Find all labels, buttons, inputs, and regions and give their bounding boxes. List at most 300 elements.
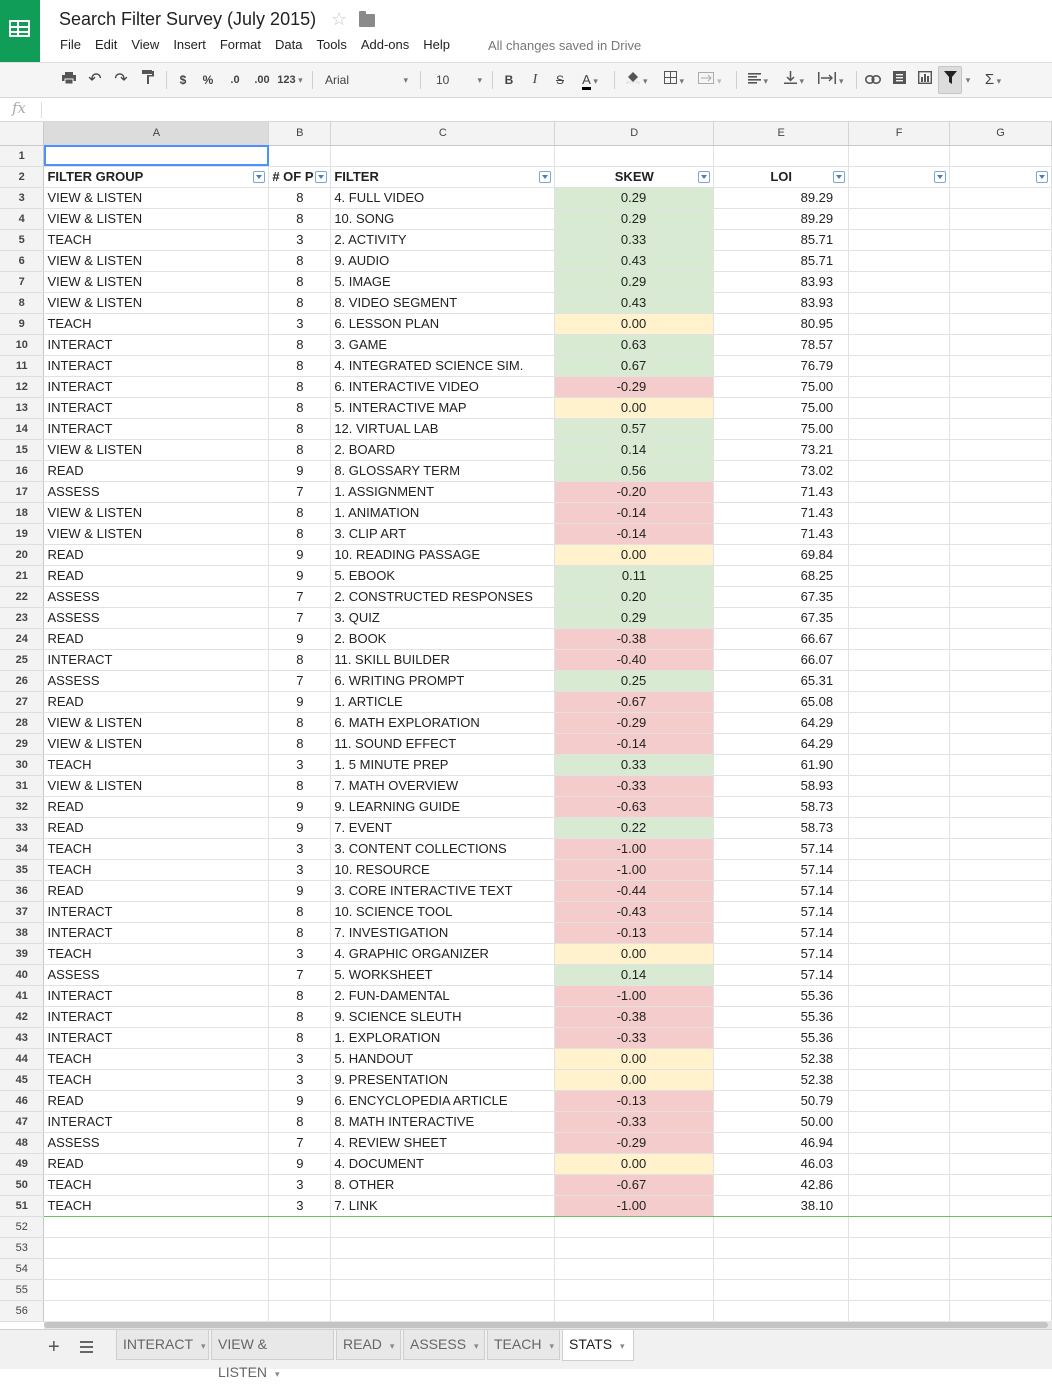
cell[interactable] [950,1258,1052,1279]
undo-icon[interactable]: ↶ [88,71,102,88]
cell[interactable] [849,1195,950,1216]
row-header[interactable]: 23 [0,607,44,628]
sheet-tab-menu-icon[interactable]: ▾ [620,1341,625,1351]
cell-loi[interactable]: 58.73 [714,796,849,817]
cell-filter-group[interactable]: READ [44,544,269,565]
cell-skew[interactable]: -0.14 [555,523,714,544]
cell-loi[interactable]: 42.86 [714,1174,849,1195]
cell[interactable] [950,418,1052,439]
cell[interactable] [849,1279,950,1300]
cell[interactable] [950,1216,1052,1237]
cell-skew[interactable]: -0.14 [555,502,714,523]
cell-num-p[interactable]: 3 [269,754,331,775]
cell-filter-group[interactable]: VIEW & LISTEN [44,187,269,208]
cell-filter[interactable]: 5. HANDOUT [331,1048,555,1069]
cell[interactable] [849,943,950,964]
cell[interactable] [950,271,1052,292]
cell-filter-group[interactable]: INTERACT [44,397,269,418]
row-header[interactable]: 52 [0,1216,44,1237]
cell-filter-group[interactable]: INTERACT [44,649,269,670]
cell-filter-group[interactable]: TEACH [44,838,269,859]
save-status[interactable]: All changes saved in Drive [488,38,642,53]
cell-filter-group[interactable]: VIEW & LISTEN [44,712,269,733]
row-header[interactable]: 6 [0,250,44,271]
sheet-tab-interact[interactable] [116,1330,209,1360]
cell-num-p[interactable]: 8 [269,271,331,292]
cell[interactable] [849,229,950,250]
filter-options-caret-icon[interactable]: ▾ [965,75,971,85]
cell-loi[interactable]: 66.67 [714,628,849,649]
cell[interactable] [555,1300,714,1321]
decrease-decimal-button[interactable]: .0 [230,74,240,86]
cell[interactable] [849,817,950,838]
cell-filter-group[interactable]: TEACH [44,313,269,334]
cell[interactable] [714,1216,849,1237]
cell-skew[interactable]: 0.11 [555,565,714,586]
cell-num-p[interactable]: 3 [269,313,331,334]
cell[interactable] [849,1111,950,1132]
row-header[interactable]: 33 [0,817,44,838]
sheet-tab-menu-icon[interactable]: ▾ [389,1341,395,1351]
cell-skew[interactable]: 0.63 [555,334,714,355]
cell-num-p[interactable]: 3 [269,229,331,250]
cell-loi[interactable]: 55.36 [714,1006,849,1027]
row-header[interactable]: 42 [0,1006,44,1027]
cell-num-p[interactable]: 8 [269,775,331,796]
cell-filter[interactable]: 10. SCIENCE TOOL [331,901,555,922]
cell-skew[interactable]: 0.25 [555,670,714,691]
cell[interactable] [950,691,1052,712]
cell[interactable] [849,712,950,733]
cell[interactable] [849,607,950,628]
cell-filter[interactable]: 9. LEARNING GUIDE [331,796,555,817]
all-sheets-icon[interactable] [80,1341,93,1353]
cell-skew[interactable]: -0.44 [555,880,714,901]
cell-loi[interactable]: 38.10 [714,1195,849,1216]
cell-skew[interactable]: 0.57 [555,418,714,439]
cell-filter[interactable]: 7. EVENT [331,817,555,838]
cell-filter-group[interactable]: TEACH [44,943,269,964]
cell[interactable] [849,1174,950,1195]
text-color-button[interactable] [575,63,605,97]
menu-view[interactable]: View [131,37,160,52]
cell-num-p[interactable]: 8 [269,292,331,313]
cell-filter[interactable]: 8. OTHER [331,1174,555,1195]
header-filter[interactable] [331,166,555,187]
filter-dropdown-icon[interactable] [1036,171,1048,183]
cell-loi[interactable]: 75.00 [714,418,849,439]
cell-filter[interactable]: 7. MATH OVERVIEW [331,775,555,796]
cell[interactable] [269,1258,331,1279]
cell-loi[interactable]: 71.43 [714,523,849,544]
cell[interactable] [950,1132,1052,1153]
row-header-2[interactable]: 2 [0,166,44,187]
cell-filter[interactable]: 5. IMAGE [331,271,555,292]
cell-skew[interactable]: -0.29 [555,712,714,733]
cell[interactable] [849,670,950,691]
header-filter-group[interactable] [44,166,269,187]
menu-tools[interactable]: Tools [316,37,347,52]
cell-filter[interactable]: 8. MATH INTERACTIVE [331,1111,555,1132]
row-header[interactable]: 39 [0,943,44,964]
row-header[interactable]: 32 [0,796,44,817]
cell[interactable] [950,943,1052,964]
cell[interactable] [950,733,1052,754]
cell-skew[interactable]: -1.00 [555,838,714,859]
cell-filter-group[interactable]: INTERACT [44,355,269,376]
cell-filter-group[interactable]: INTERACT [44,1006,269,1027]
filter-icon[interactable] [938,66,962,94]
filter-dropdown-icon[interactable] [934,171,946,183]
cell-filter-group[interactable]: VIEW & LISTEN [44,775,269,796]
cell[interactable] [849,859,950,880]
cell-loi[interactable]: 57.14 [714,859,849,880]
cell[interactable] [950,208,1052,229]
cell-skew[interactable]: 0.20 [555,586,714,607]
cell-num-p[interactable]: 7 [269,670,331,691]
cell-filter[interactable]: 3. QUIZ [331,607,555,628]
cell-filter[interactable]: 7. LINK [331,1195,555,1216]
cell-num-p[interactable]: 3 [269,1048,331,1069]
cell[interactable] [950,775,1052,796]
font-family-select[interactable] [320,63,412,97]
cell-filter[interactable]: 6. ENCYCLOPEDIA ARTICLE [331,1090,555,1111]
cell-loi[interactable]: 85.71 [714,250,849,271]
row-header-1[interactable]: 1 [0,145,44,166]
cell-filter-group[interactable]: TEACH [44,754,269,775]
cell[interactable] [950,964,1052,985]
cell-filter[interactable]: 7. INVESTIGATION [331,922,555,943]
cell[interactable] [849,397,950,418]
cell-filter-group[interactable]: ASSESS [44,1132,269,1153]
cell-loi[interactable]: 71.43 [714,502,849,523]
insert-link-icon[interactable] [862,63,884,97]
cell-filter-group[interactable]: READ [44,460,269,481]
row-header[interactable]: 45 [0,1069,44,1090]
cell-filter[interactable]: 8. GLOSSARY TERM [331,460,555,481]
cell-loi[interactable]: 71.43 [714,481,849,502]
redo-icon[interactable]: ↷ [114,71,128,88]
row-header[interactable]: 49 [0,1153,44,1174]
cell-skew[interactable]: -0.38 [555,1006,714,1027]
cell-filter[interactable]: 3. CONTENT COLLECTIONS [331,838,555,859]
cell[interactable] [950,1006,1052,1027]
cell-num-p[interactable]: 8 [269,1006,331,1027]
cell[interactable] [849,565,950,586]
cell-filter-group[interactable]: READ [44,1090,269,1111]
cell-filter[interactable]: 4. INTEGRATED SCIENCE SIM. [331,355,555,376]
row-header[interactable]: 9 [0,313,44,334]
cell-loi[interactable]: 55.36 [714,985,849,1006]
cell-skew[interactable]: 0.22 [555,817,714,838]
cell-filter[interactable]: 4. FULL VIDEO [331,187,555,208]
cell-filter-group[interactable]: ASSESS [44,607,269,628]
cell[interactable] [714,1237,849,1258]
cell-num-p[interactable]: 9 [269,817,331,838]
menu-help[interactable]: Help [423,37,450,52]
cell-filter[interactable]: 6. MATH EXPLORATION [331,712,555,733]
cell[interactable] [950,313,1052,334]
cell-num-p[interactable]: 7 [269,481,331,502]
cell-skew[interactable]: 0.29 [555,187,714,208]
cell-num-p[interactable]: 3 [269,1195,331,1216]
vertical-align-icon[interactable] [778,63,810,97]
row-header[interactable]: 17 [0,481,44,502]
cell[interactable] [950,1174,1052,1195]
cell-num-p[interactable]: 7 [269,1132,331,1153]
cell-filter[interactable]: 8. VIDEO SEGMENT [331,292,555,313]
cell-loi[interactable]: 57.14 [714,964,849,985]
cell-skew[interactable]: -0.33 [555,1111,714,1132]
cell[interactable] [44,1216,269,1237]
cell[interactable] [950,334,1052,355]
cell[interactable] [950,1090,1052,1111]
menu-format[interactable]: Format [219,37,261,52]
cell-num-p[interactable]: 8 [269,397,331,418]
cell-num-p[interactable]: 9 [269,796,331,817]
cell[interactable] [950,544,1052,565]
row-header[interactable]: 29 [0,733,44,754]
menu-data[interactable]: Data [275,37,303,52]
cell-filter-group[interactable]: READ [44,880,269,901]
header-num-p[interactable] [269,166,331,187]
cell[interactable] [950,1069,1052,1090]
cell[interactable] [849,523,950,544]
row-header[interactable]: 54 [0,1258,44,1279]
cell-num-p[interactable]: 8 [269,208,331,229]
cell-loi[interactable]: 57.14 [714,922,849,943]
row-header[interactable]: 24 [0,628,44,649]
cell-num-p[interactable]: 9 [269,1153,331,1174]
cell[interactable] [714,1300,849,1321]
cell-filter[interactable]: 10. RESOURCE [331,859,555,880]
cell-loi[interactable]: 61.90 [714,754,849,775]
cell[interactable] [849,880,950,901]
cell-filter-group[interactable]: INTERACT [44,922,269,943]
cell-filter-group[interactable]: INTERACT [44,376,269,397]
cell-filter-group[interactable]: INTERACT [44,1111,269,1132]
cell-num-p[interactable]: 8 [269,649,331,670]
cell[interactable] [849,1006,950,1027]
cell[interactable] [950,397,1052,418]
cell-skew[interactable]: -0.20 [555,481,714,502]
cell-num-p[interactable]: 3 [269,838,331,859]
cell-skew[interactable]: -0.67 [555,1174,714,1195]
cell[interactable] [950,229,1052,250]
cell-skew[interactable]: 0.00 [555,544,714,565]
cell-skew[interactable]: -0.38 [555,628,714,649]
cell-loi[interactable]: 55.36 [714,1027,849,1048]
cell-skew[interactable]: 0.14 [555,964,714,985]
cell-num-p[interactable]: 7 [269,607,331,628]
cell[interactable] [849,544,950,565]
cell-filter[interactable]: 11. SOUND EFFECT [331,733,555,754]
cell-filter[interactable]: 12. VIRTUAL LAB [331,418,555,439]
cell-num-p[interactable]: 9 [269,544,331,565]
cell-loi[interactable]: 69.84 [714,544,849,565]
sheet-tab-stats[interactable] [562,1330,634,1361]
row-header[interactable]: 20 [0,544,44,565]
cell-filter[interactable]: 5. INTERACTIVE MAP [331,397,555,418]
filter-dropdown-icon[interactable] [833,171,845,183]
cell[interactable] [950,1027,1052,1048]
cell[interactable] [849,439,950,460]
cell[interactable] [331,1300,555,1321]
cell[interactable] [950,1279,1052,1300]
cell-filter[interactable]: 4. GRAPHIC ORGANIZER [331,943,555,964]
row-header[interactable]: 16 [0,460,44,481]
merge-cells-icon[interactable] [692,63,728,97]
row-header[interactable]: 41 [0,985,44,1006]
strikethrough-button[interactable]: S [555,73,564,87]
cell-loi[interactable]: 75.00 [714,397,849,418]
cell[interactable] [849,1216,950,1237]
cell-num-p[interactable]: 7 [269,586,331,607]
cell-num-p[interactable]: 9 [269,691,331,712]
text-wrap-icon[interactable] [812,63,850,97]
cell[interactable] [849,649,950,670]
cell-skew[interactable]: -1.00 [555,859,714,880]
cell[interactable] [849,208,950,229]
cell[interactable] [849,418,950,439]
cell[interactable] [555,1216,714,1237]
row-header[interactable]: 19 [0,523,44,544]
cell-filter[interactable]: 3. CORE INTERACTIVE TEXT [331,880,555,901]
percent-format-button[interactable]: % [202,73,214,87]
row-header[interactable]: 30 [0,754,44,775]
cell-filter[interactable]: 6. WRITING PROMPT [331,670,555,691]
cell-loi[interactable]: 46.03 [714,1153,849,1174]
cell[interactable] [849,1300,950,1321]
functions-button[interactable]: Σ ▾ [978,63,1008,97]
sheet-tab-read[interactable] [336,1330,401,1360]
cell[interactable] [269,1279,331,1300]
column-header-e[interactable]: E [714,122,849,145]
cell-skew[interactable]: 0.00 [555,313,714,334]
cell-skew[interactable]: 0.00 [555,1069,714,1090]
formula-input[interactable] [48,98,1038,121]
cell[interactable] [950,817,1052,838]
cell-skew[interactable]: 0.43 [555,292,714,313]
row-header[interactable]: 50 [0,1174,44,1195]
cell-loi[interactable]: 50.00 [714,1111,849,1132]
cell-num-p[interactable]: 9 [269,628,331,649]
row-header[interactable]: 28 [0,712,44,733]
cell-filter[interactable]: 1. ANIMATION [331,502,555,523]
cell[interactable] [950,1237,1052,1258]
cell-loi[interactable]: 65.31 [714,670,849,691]
cell[interactable] [849,1069,950,1090]
cell-filter-group[interactable]: VIEW & LISTEN [44,733,269,754]
cell-loi[interactable]: 52.38 [714,1048,849,1069]
cell-num-p[interactable]: 8 [269,712,331,733]
cell-loi[interactable]: 67.35 [714,586,849,607]
cell-filter[interactable]: 11. SKILL BUILDER [331,649,555,670]
sheet-tab-assess[interactable] [403,1330,485,1360]
cell-num-p[interactable]: 3 [269,943,331,964]
cell[interactable] [849,355,950,376]
header-f[interactable] [849,166,950,187]
cell[interactable] [950,292,1052,313]
cell-skew[interactable]: 0.29 [555,208,714,229]
cell[interactable] [950,586,1052,607]
cell-num-p[interactable]: 8 [269,1111,331,1132]
cell-loi[interactable]: 85.71 [714,229,849,250]
sheet-tab-menu-icon[interactable]: ▾ [549,1341,554,1351]
cell[interactable] [44,1258,269,1279]
cell-filter-group[interactable]: TEACH [44,1174,269,1195]
cell[interactable] [331,1237,555,1258]
cell-filter-group[interactable]: READ [44,817,269,838]
cell[interactable] [950,1195,1052,1216]
cell[interactable] [950,1111,1052,1132]
cell-filter-group[interactable]: ASSESS [44,586,269,607]
row-header[interactable]: 43 [0,1027,44,1048]
cell-filter-group[interactable]: READ [44,565,269,586]
folder-icon[interactable] [359,14,375,27]
cell[interactable] [849,250,950,271]
cell-skew[interactable]: -0.13 [555,922,714,943]
cell[interactable] [849,1027,950,1048]
cell[interactable] [331,1258,555,1279]
cell[interactable] [44,1279,269,1300]
cell[interactable] [849,1153,950,1174]
cell-skew[interactable]: -1.00 [555,1195,714,1216]
cell-skew[interactable]: 0.14 [555,439,714,460]
cell-skew[interactable]: 0.00 [555,397,714,418]
cell[interactable] [714,1258,849,1279]
cell[interactable] [714,145,849,166]
cell-filter[interactable]: 4. REVIEW SHEET [331,1132,555,1153]
row-header[interactable]: 10 [0,334,44,355]
row-header[interactable]: 8 [0,292,44,313]
cell[interactable] [555,1279,714,1300]
bold-button[interactable]: B [504,73,514,87]
cell-skew[interactable]: -1.00 [555,985,714,1006]
cell-filter[interactable]: 9. AUDIO [331,250,555,271]
cell[interactable] [849,271,950,292]
cell[interactable] [555,145,714,166]
cell-filter[interactable]: 6. LESSON PLAN [331,313,555,334]
cell-loi[interactable]: 73.02 [714,460,849,481]
cell[interactable] [849,334,950,355]
cell-filter-group[interactable]: ASSESS [44,964,269,985]
cell-loi[interactable]: 73.21 [714,439,849,460]
cell-loi[interactable]: 75.00 [714,376,849,397]
cell-filter-group[interactable]: READ [44,691,269,712]
cell-filter-group[interactable]: INTERACT [44,1027,269,1048]
cell-filter[interactable]: 9. SCIENCE SLEUTH [331,1006,555,1027]
cell[interactable] [849,964,950,985]
row-header[interactable]: 51 [0,1195,44,1216]
row-header[interactable]: 14 [0,418,44,439]
cell-filter-group[interactable]: READ [44,796,269,817]
cell-skew[interactable]: -0.33 [555,1027,714,1048]
cell[interactable] [849,922,950,943]
cell-num-p[interactable]: 8 [269,250,331,271]
cell[interactable] [269,1237,331,1258]
column-header-c[interactable]: C [331,122,555,145]
fill-color-icon[interactable] [620,63,654,97]
cell-skew[interactable]: 0.00 [555,1153,714,1174]
cell-loi[interactable]: 64.29 [714,712,849,733]
sheet-tab-menu-icon[interactable]: ▾ [201,1341,206,1351]
add-sheet-icon[interactable]: + [48,1336,60,1358]
cell[interactable] [950,145,1052,166]
cell[interactable] [849,460,950,481]
cell[interactable] [950,481,1052,502]
cell-loi[interactable]: 67.35 [714,607,849,628]
